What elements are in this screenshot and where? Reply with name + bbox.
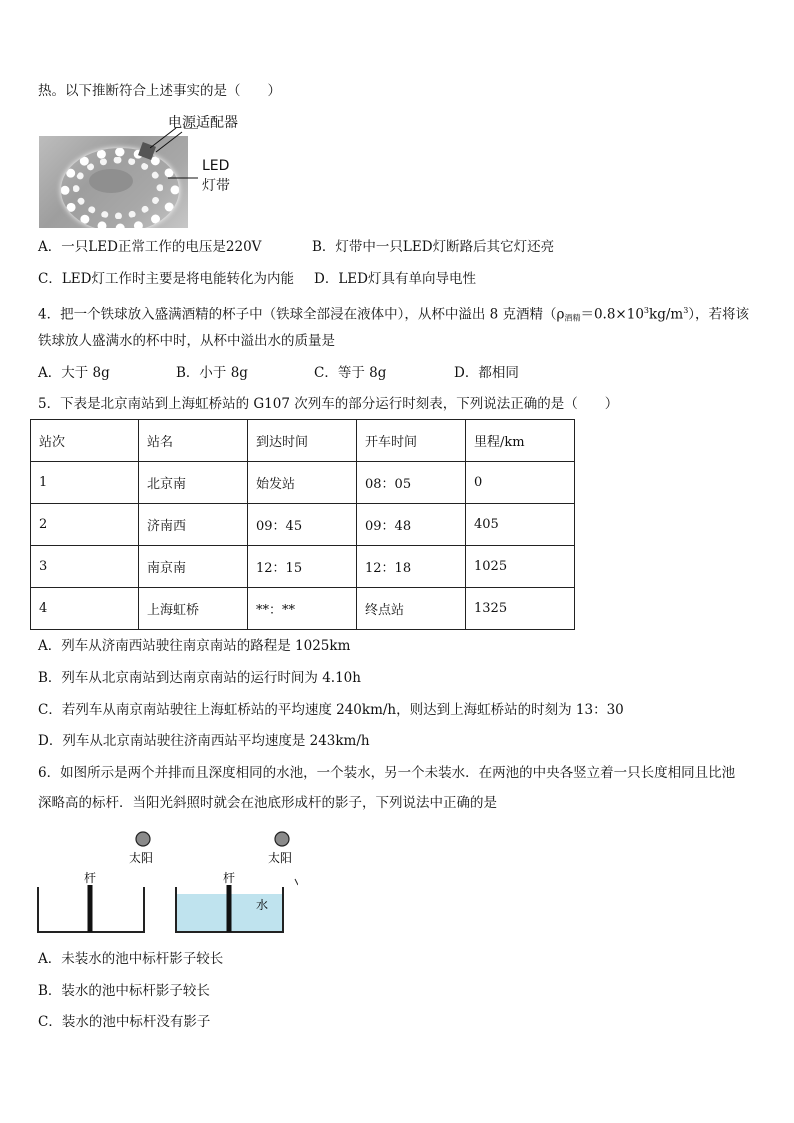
table-cell: 12：18 bbox=[357, 546, 466, 588]
q5-option-c: C．若列车从南京南站驶往上海虹桥站的平均速度 240km/h，则达到上海虹桥站的时刻为 13：30 bbox=[38, 702, 624, 718]
table-header-cell: 站次 bbox=[31, 420, 139, 462]
table-cell: 1325 bbox=[466, 588, 575, 630]
table-cell: 1 bbox=[31, 462, 139, 504]
table-cell: 08：05 bbox=[357, 462, 466, 504]
strip-label: 灯带 bbox=[202, 178, 230, 194]
table-row bbox=[31, 546, 575, 588]
table-cell: 12：15 bbox=[248, 546, 357, 588]
table-cell: 南京南 bbox=[139, 546, 248, 588]
q3-option-b: B．灯带中一只LED灯断路后其它灯还亮 bbox=[312, 239, 555, 255]
table-cell: 上海虹桥 bbox=[139, 588, 248, 630]
question-4-stem-line-2: 铁球放人盛满水的杯中时，从杯中溢出水的质量是 bbox=[38, 333, 335, 349]
table-header-cell: 站名 bbox=[139, 420, 248, 462]
q4-option-a: A．大于 8g bbox=[38, 365, 110, 381]
table-row bbox=[31, 504, 575, 546]
sun-icon-right bbox=[275, 832, 289, 846]
q3-option-d: D．LED灯具有单向导电性 bbox=[314, 271, 476, 287]
q6-option-c: C．装水的池中标杆没有影子 bbox=[38, 1014, 211, 1030]
table-header-cell: 到达时间 bbox=[248, 420, 357, 462]
pole-label-right: 杆 bbox=[222, 871, 236, 885]
table-cell: 济南西 bbox=[139, 504, 248, 546]
table-header-cell: 里程/km bbox=[466, 420, 575, 462]
table-cell: 始发站 bbox=[248, 462, 357, 504]
q5-option-a: A．列车从济南西站驶往南京南站的路程是 1025km bbox=[38, 638, 351, 654]
question-5-stem: 5．下表是北京南站到上海虹桥站的 G107 次列车的部分运行时刻表，下列说法正确的是（ ） bbox=[38, 396, 619, 412]
q4-option-d: D．都相同 bbox=[454, 365, 519, 381]
q4-option-c: C．等于 8g bbox=[314, 365, 387, 381]
q3-option-c: C．LED灯工作时主要是将电能转化为内能 bbox=[38, 271, 294, 287]
table-cell: 1025 bbox=[466, 546, 575, 588]
question-6-stem-line-1: 6．如图所示是两个并排而且深度相同的水池，一个装水，另一个未装水．在两池的中央各竖立着一只长度相同且比池 bbox=[38, 765, 736, 781]
table-cell: 09：48 bbox=[357, 504, 466, 546]
question-4-stem-line-1: 4．把一个铁球放入盛满酒精的杯子中（铁球全部浸在液体中），从杯中溢出 8 克酒精$(\rho_{酒精}=0.8\times 10^3kg/m^3)$，若将该 bbox=[38, 306, 750, 323]
table-cell: 0 bbox=[466, 462, 575, 504]
table-cell: **：** bbox=[248, 588, 357, 630]
question-6-stem-line-2: 深略高的标杆．当阳光斜照时就会在池底形成杆的影子，下列说法中正确的是 bbox=[38, 795, 497, 811]
power-adapter-label: 电源适配器 bbox=[168, 115, 238, 131]
question-3-stem-tail: 热。以下推断符合上述事实的是（ ） bbox=[38, 83, 281, 99]
table-cell: 北京南 bbox=[139, 462, 248, 504]
led-label: LED bbox=[202, 158, 230, 174]
table-cell: 09：45 bbox=[248, 504, 357, 546]
sun-icon-left bbox=[136, 832, 150, 846]
sun-label-right: 太阳 bbox=[267, 851, 293, 865]
table-row bbox=[31, 588, 575, 630]
table-row bbox=[31, 462, 575, 504]
table-cell: 3 bbox=[31, 546, 139, 588]
q6-option-a: A．未装水的池中标杆影子较长 bbox=[38, 951, 224, 967]
q5-option-d: D．列车从北京南站驶往济南西站平均速度是 243km/h bbox=[38, 733, 370, 749]
table-cell: 2 bbox=[31, 504, 139, 546]
table-header-row bbox=[31, 420, 575, 462]
table-cell: 4 bbox=[31, 588, 139, 630]
water-label: 水 bbox=[255, 898, 269, 912]
pools-figure bbox=[36, 827, 298, 935]
table-cell: 405 bbox=[466, 504, 575, 546]
table-cell: 终点站 bbox=[357, 588, 466, 630]
train-timetable bbox=[30, 419, 575, 630]
sun-label-left: 太阳 bbox=[128, 851, 154, 865]
pole-label-left: 杆 bbox=[83, 871, 97, 885]
q5-option-b: B．列车从北京南站到达南京南站的运行时间为 4.10h bbox=[38, 670, 361, 686]
q3-option-a: A．一只LED正常工作的电压是220V bbox=[38, 239, 262, 255]
table-header-cell: 开车时间 bbox=[357, 420, 466, 462]
q6-option-b: B．装水的池中标杆影子较长 bbox=[38, 983, 210, 999]
edge-mark bbox=[295, 879, 298, 885]
q4-option-b: B．小于 8g bbox=[176, 365, 248, 381]
